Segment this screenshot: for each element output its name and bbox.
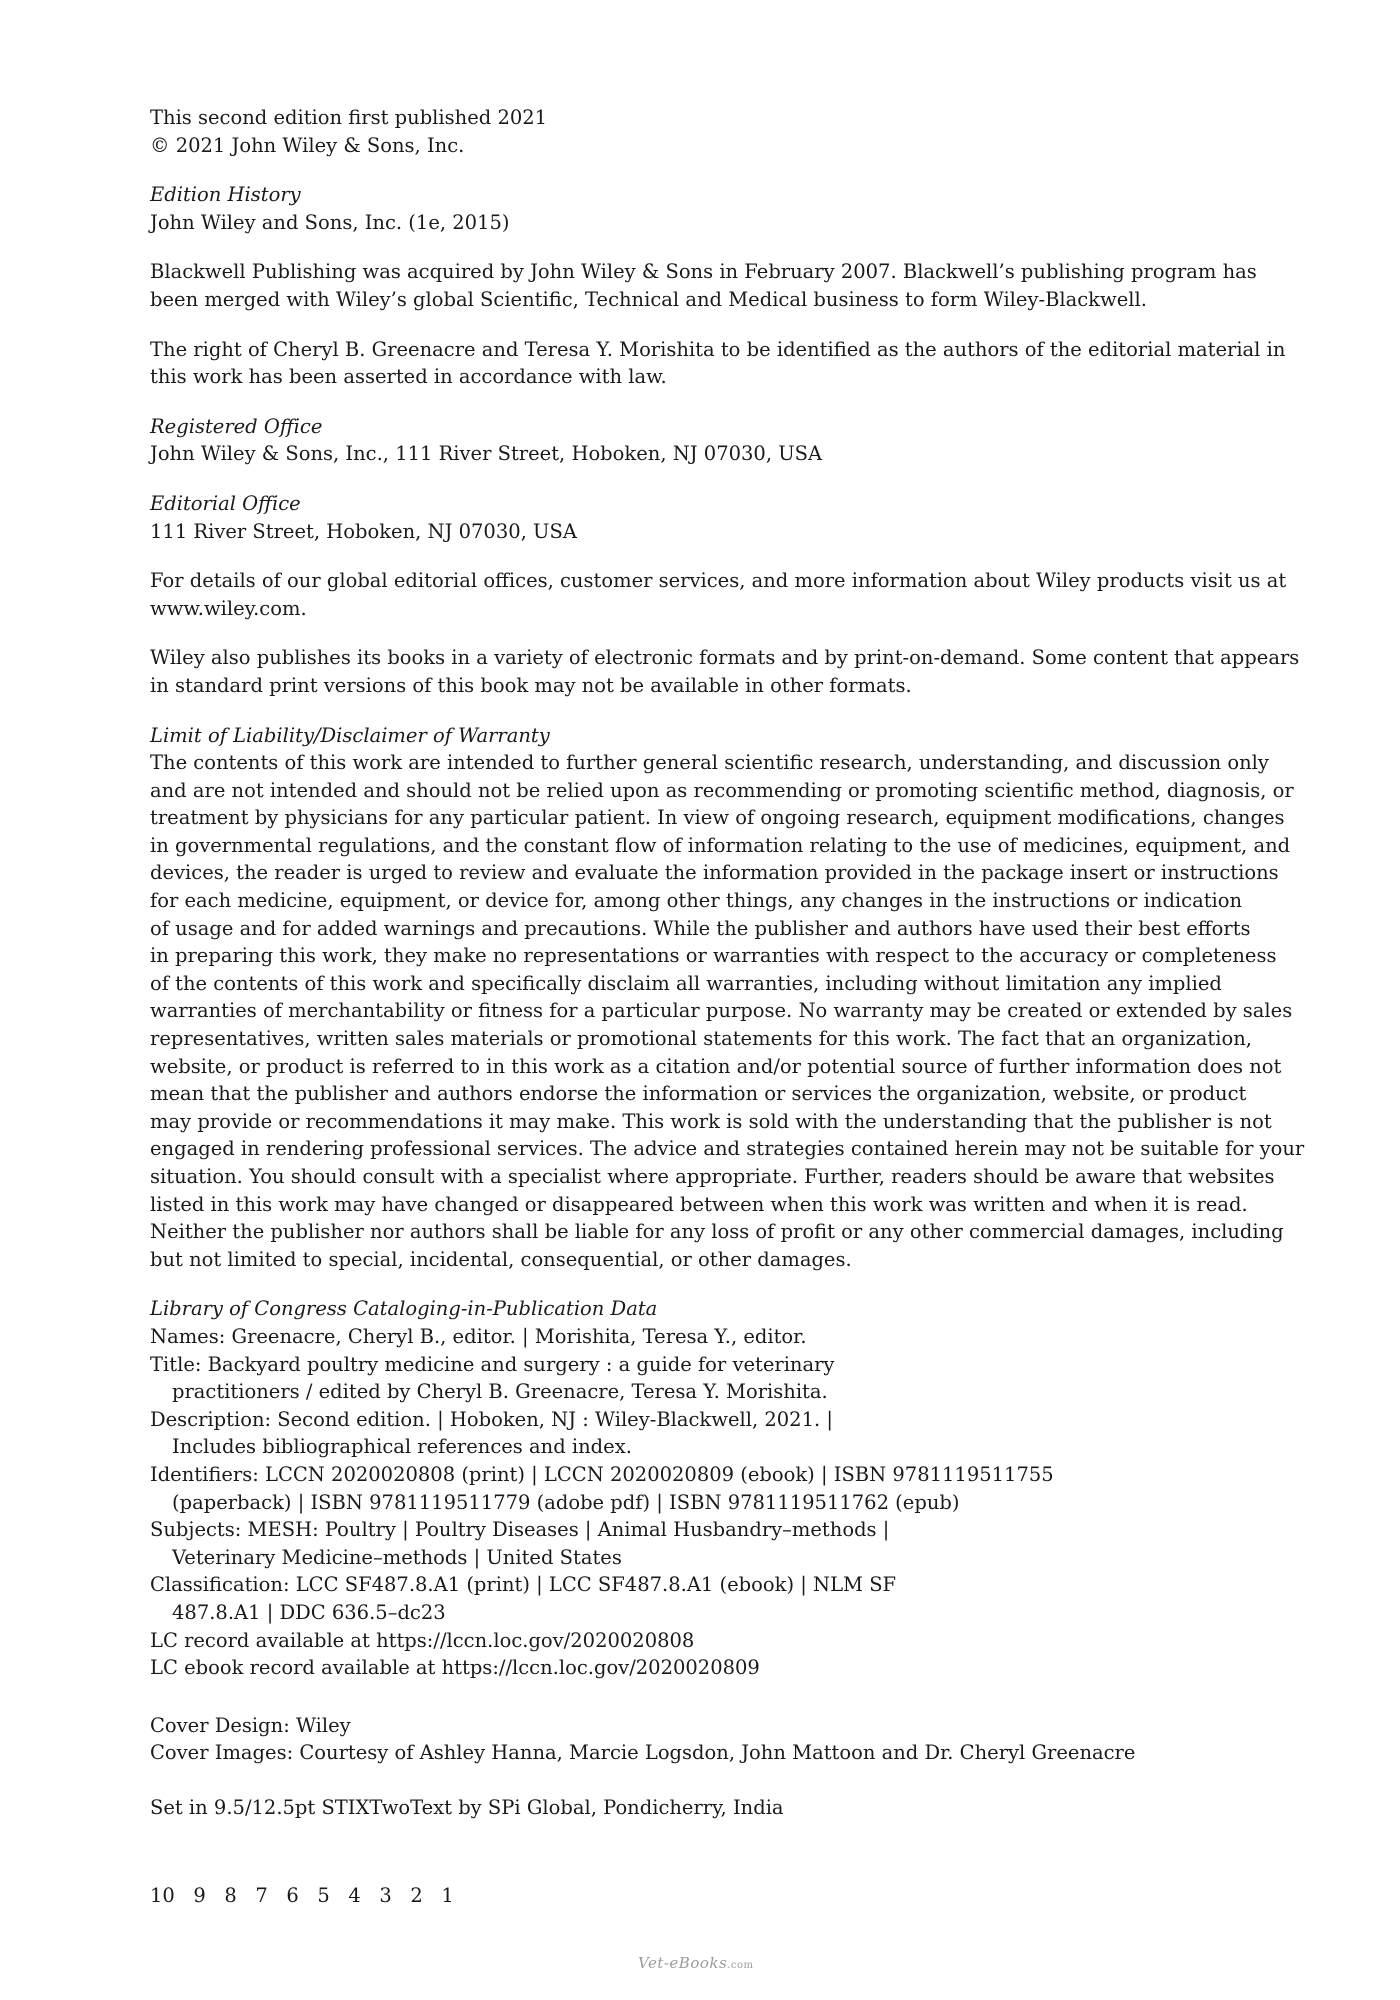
typeset-line: Set in 9.5/12.5pt STIXTwoText by SPi Global, Pondicherry, India <box>150 1795 784 1819</box>
disclaimer-line: of usage and for added warnings and precautions. While the publisher and authors have used their best efforts <box>150 916 1251 940</box>
details-paragraph <box>150 567 1287 622</box>
watermark-logo <box>638 1954 753 1972</box>
disclaimer-line: representatives, written sales materials or promotional statements for this work. The fact that an organization, <box>150 1027 1252 1051</box>
editorial-office-heading: Editorial Office <box>150 491 301 515</box>
editorial-office-address: 111 River Street, Hoboken, NJ 07030, USA <box>150 519 577 543</box>
paragraph-line: www.wiley.com. <box>150 596 307 620</box>
disclaimer-line: treatment by physicians for any particular patient. In view of ongoing research, equipment modifications, changes <box>150 806 1285 830</box>
formats-paragraph <box>150 644 1300 699</box>
cip-line: Title: Backyard poultry medicine and surgery : a guide for veterinary <box>150 1352 835 1376</box>
disclaimer-line: in preparing this work, they make no representations or warranties with respect to the accuracy or completeness <box>150 944 1277 968</box>
disclaimer-line: of the contents of this work and specifically disclaim all warranties, including without limitation any implied <box>150 971 1222 995</box>
cip-block <box>150 1295 1270 1681</box>
disclaimer-line: mean that the publisher and authors endorse the information or services the organization, website, or product <box>150 1082 1247 1106</box>
typeset-block <box>150 1794 1270 1822</box>
copyright-page <box>150 104 1305 1843</box>
disclaimer-line: Neither the publisher nor authors shall be liable for any loss of profit or any other commercial damages, including <box>150 1220 1284 1244</box>
cip-line: practitioners / edited by Cheryl B. Greenacre, Teresa Y. Morishita. <box>172 1380 828 1404</box>
editorial-office-block <box>150 490 1270 545</box>
cip-line: LC ebook record available at https://lccn.loc.gov/2020020809 <box>150 1656 760 1680</box>
cip-line: Description: Second edition. | Hoboken, NJ : Wiley-Blackwell, 2021. | <box>150 1407 833 1431</box>
paragraph-line: this work has been asserted in accordance with law. <box>150 365 667 389</box>
registered-office-heading: Registered Office <box>150 414 323 438</box>
paragraph-line: been merged with Wiley’s global Scientific, Technical and Medical business to form Wiley-Blackwell. <box>150 287 1147 311</box>
disclaimer-line: engaged in rendering professional services. The advice and strategies contained herein may not be suitable for your <box>150 1137 1305 1161</box>
paragraph-line: For details of our global editorial offices, customer services, and more information about Wiley products visit us at <box>150 569 1287 593</box>
disclaimer-line: warranties of merchantability or fitness for a particular purpose. No warranty may be created or extended by sales <box>150 999 1293 1023</box>
cover-images: Cover Images: Courtesy of Ashley Hanna, Marcie Logsdon, John Mattoon and Dr. Cheryl Greenacre <box>150 1741 1136 1765</box>
cip-line: Identifiers: LCCN 2020020808 (print) | LCCN 2020020809 (ebook) | ISBN 9781119511755 <box>150 1462 1054 1486</box>
cip-heading: Library of Congress Cataloging-in-Publication Data <box>150 1297 658 1321</box>
cip-line: LC record available at https://lccn.loc.gov/2020020808 <box>150 1628 695 1652</box>
edition-line: This second edition first published 2021 <box>150 106 548 129</box>
rights-paragraph <box>150 336 1286 391</box>
disclaimer-line: but not limited to special, incidental, consequential, or other damages. <box>150 1247 852 1271</box>
disclaimer-line: may provide or recommendations it may make. This work is sold with the understanding that the publisher is not <box>150 1109 1272 1133</box>
cip-line: Names: Greenacre, Cheryl B., editor. | Morishita, Teresa Y., editor. <box>150 1324 807 1348</box>
copyright-line: © 2021 John Wiley & Sons, Inc. <box>150 133 465 157</box>
cip-line: Subjects: MESH: Poultry | Poultry Diseases | Animal Husbandry–methods | <box>150 1518 890 1542</box>
disclaimer-line: and are not intended and should not be relied upon as recommending or promoting scientific method, diagnosis, or <box>150 778 1294 802</box>
paragraph-line: The right of Cheryl B. Greenacre and Teresa Y. Morishita to be identified as the authors of the editorial material in <box>150 337 1286 361</box>
cip-line: Classification: LCC SF487.8.A1 (print) | LCC SF487.8.A1 (ebook) | NLM SF <box>150 1573 897 1597</box>
disclaimer-line: situation. You should consult with a specialist where appropriate. Further, readers should be aware that websites <box>150 1165 1275 1188</box>
paragraph-line: Blackwell Publishing was acquired by John Wiley & Sons in February 2007. Blackwell’s publishing program has <box>150 260 1257 284</box>
blackwell-paragraph <box>150 258 1270 313</box>
disclaimer-block <box>150 722 1305 1274</box>
edition-history-text: John Wiley and Sons, Inc. (1e, 2015) <box>150 210 510 234</box>
paragraph-line: in standard print versions of this book may not be available in other formats. <box>150 673 912 697</box>
registered-office-block <box>150 413 1270 468</box>
watermark-suffix: .com <box>727 1960 754 1971</box>
disclaimer-line: listed in this work may have changed or disappeared between when this work was written and when it is read. <box>150 1192 1248 1216</box>
cip-line: Veterinary Medicine–methods | United States <box>172 1545 622 1569</box>
printing-number-line: 10 9 8 7 6 5 4 3 2 1 <box>150 1884 454 1907</box>
cip-line: 487.8.A1 | DDC 636.5–dc23 <box>172 1600 446 1624</box>
disclaimer-line: devices, the reader is urged to review and evaluate the information provided in the package insert or instructions <box>150 861 1279 885</box>
cip-line: Includes bibliographical references and index. <box>172 1435 632 1459</box>
cover-block <box>150 1712 1270 1767</box>
registered-office-address: John Wiley & Sons, Inc., 111 River Street, Hoboken, NJ 07030, USA <box>150 442 823 466</box>
cip-line: (paperback) | ISBN 9781119511779 (adobe pdf) | ISBN 9781119511762 (epub) <box>172 1490 960 1514</box>
watermark-main: Vet-eBooks <box>638 1954 728 1972</box>
disclaimer-line: in governmental regulations, and the constant flow of information relating to the use of medicines, equipment, and <box>150 833 1291 857</box>
paragraph-line: Wiley also publishes its books in a variety of electronic formats and by print-on-demand. Some content that appears <box>150 646 1300 670</box>
edition-block <box>150 104 1270 159</box>
disclaimer-line: website, or product is referred to in this work as a citation and/or potential source of further information does not <box>150 1054 1282 1078</box>
disclaimer-line: for each medicine, equipment, or device for, among other things, any changes in the instructions or indication <box>150 889 1243 913</box>
disclaimer-line: The contents of this work are intended to further general scientific research, understanding, and discussion only <box>150 751 1269 775</box>
disclaimer-heading: Limit of Liability/Disclaimer of Warranty <box>150 723 550 747</box>
cover-design: Cover Design: Wiley <box>150 1713 351 1737</box>
edition-history-heading: Edition History <box>150 183 301 207</box>
edition-history-block <box>150 181 1270 236</box>
